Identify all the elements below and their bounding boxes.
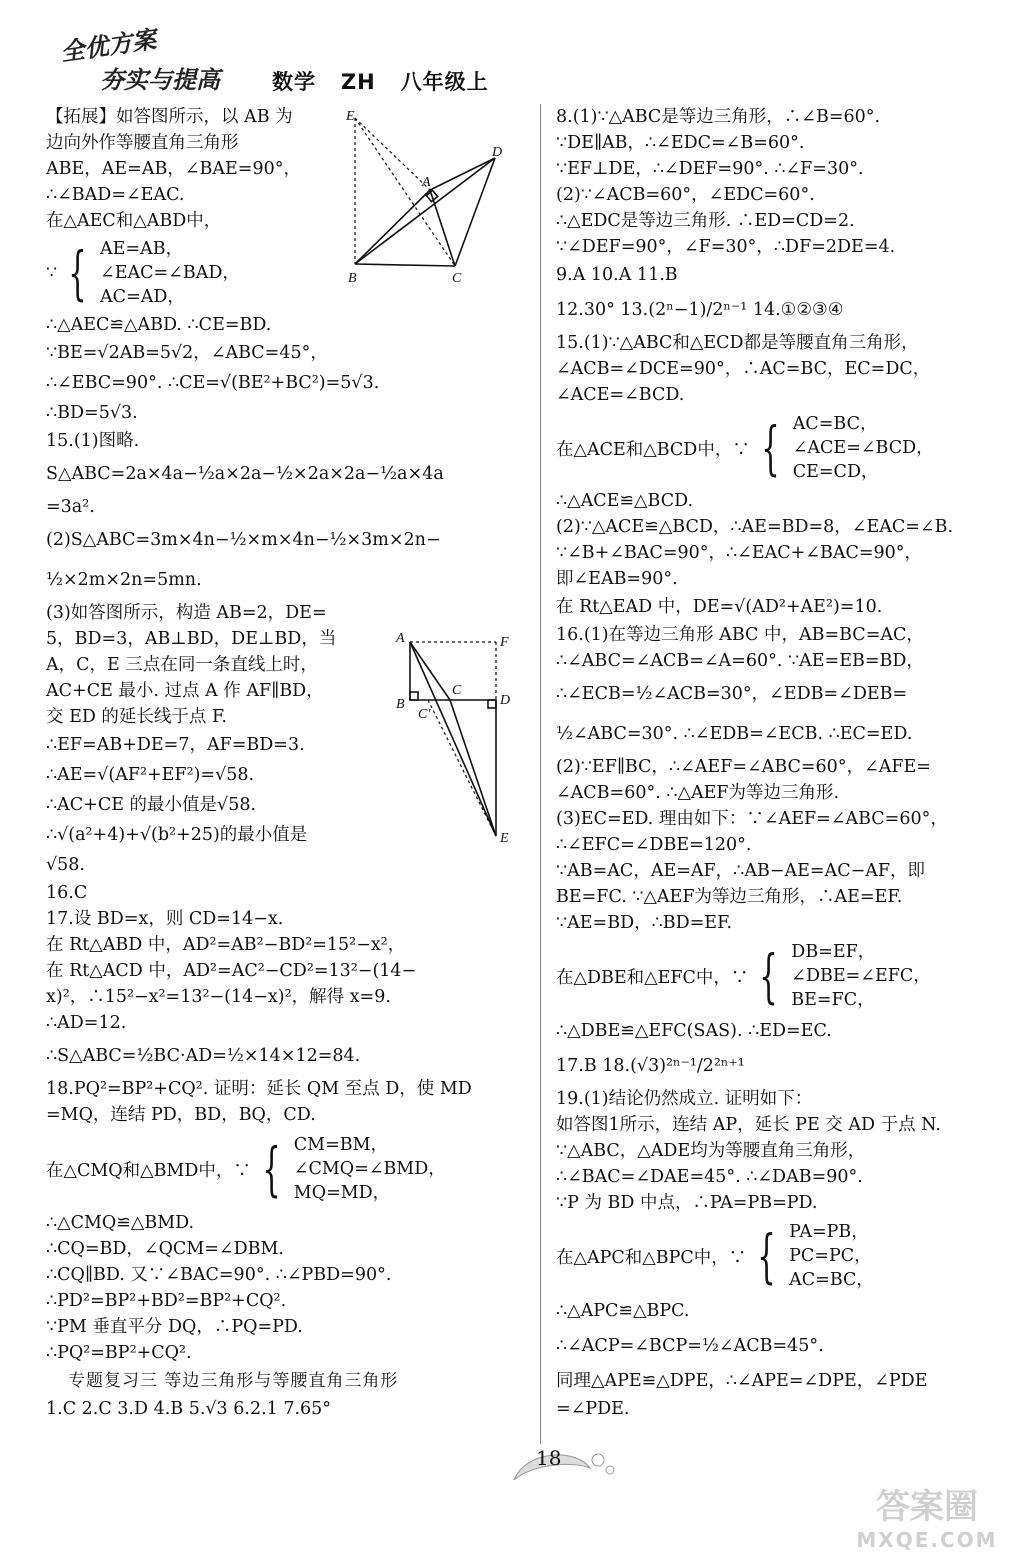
text-line: ABE，AE=AB，∠BAE=90°，: [46, 159, 301, 179]
segment-ce: [450, 700, 496, 836]
text-line: ∴△ACE≌△BCD.: [556, 491, 694, 511]
brace-symbol: {: [68, 239, 87, 307]
text-line: 16.(1)在等边三角形 ABC 中，AB=BC=AC，: [556, 625, 924, 645]
text-line: (2)S△ABC=3m×4n−½×m×4n−½×3m×2n−: [46, 530, 441, 550]
condition-brace: [556, 936, 1020, 1016]
text-line: ½∠ABC=30°. ∴∠EDB=∠ECB. ∴EC=ED.: [556, 724, 913, 744]
brace-line: AC=BC，: [789, 1270, 874, 1290]
text-line: ∵AE=BD，∴BD=EF.: [556, 913, 733, 933]
publisher-logo: [40, 22, 250, 96]
condition-brace: [46, 1128, 524, 1210]
text-line: (2)∵EF∥BC，∴∠AEF=∠ABC=60°，∠AFE=: [556, 757, 931, 777]
text-line: ∵△ABC，△ADE均为等腰直角三角形，: [556, 1141, 866, 1161]
text-line: ∴BD=5√3.: [46, 403, 138, 423]
point-label: A: [396, 631, 405, 646]
text-line: ∴AC+CE 的最小值是√58.: [46, 795, 257, 815]
watermark: [842, 1486, 1012, 1562]
condition-brace: [556, 408, 1020, 488]
text-line: 【拓展】如答图所示，以 AB 为: [46, 107, 293, 127]
text-line: ∵BE=√2AB=5√2，∠ABC=45°，: [46, 343, 328, 363]
brace-line: CE=CD，: [792, 462, 879, 482]
column-divider: [540, 104, 541, 1444]
segment-c-prime-e-dashed: [428, 700, 496, 836]
text-line: =MQ，连结 PD，BD，BQ，CD.: [46, 1105, 316, 1125]
logo-line2: 夯实与提高: [100, 66, 220, 94]
figure-triangles-1: [340, 108, 520, 288]
text-line: 如答图1所示，连结 AP，延长 PE 交 AD 于点 N.: [556, 1115, 941, 1135]
text-line: ∴√(a²+4)+√(b²+25)的最小值是: [46, 825, 308, 845]
text-line: 17.B 18.(√3)²ⁿ⁻¹/2²ⁿ⁺¹: [556, 1056, 745, 1076]
logo-line1: 全优方案: [58, 25, 158, 67]
text-line: 17.设 BD=x，则 CD=14−x.: [46, 909, 284, 929]
brace-line: AE=AB，: [100, 239, 184, 259]
because-symbol: ∵: [46, 263, 58, 283]
text-line: x)²，∴15²−x²=13²−(14−x)²，解得 x=9.: [46, 987, 391, 1007]
text-line: 5，BD=3，AB⊥BD，DE⊥BD，当: [46, 629, 337, 649]
text-line: 15.(1)图略.: [46, 431, 140, 451]
text-line: 交 ED 的延长线于点 F.: [46, 707, 227, 727]
text-line: (2)∵∠ACB=60°，∠EDC=60°.: [556, 185, 815, 205]
brace-line: AC=BC，: [792, 414, 878, 434]
condition-brace: [556, 1216, 1020, 1296]
text-line: ∴∠BAD=∠EAC.: [46, 185, 185, 205]
text-line: ∵EF⊥DE，∴∠DEF=90°. ∴∠F=30°.: [556, 159, 864, 179]
text-line: ∴AE=√(AF²+EF²)=√58.: [46, 765, 255, 785]
text-line: ∴CQ∥BD. 又∵∠BAC=90°. ∴∠PBD=90°.: [46, 1265, 392, 1285]
brace-symbol: {: [759, 942, 779, 1010]
brace-symbol: {: [761, 414, 780, 482]
text-line: ∴△CMQ≌△BMD.: [46, 1213, 195, 1233]
point-label: D: [492, 145, 503, 160]
text-line: ∴EF=AB+DE=7，AF=BD=3.: [46, 735, 305, 755]
point-label: A: [422, 175, 431, 190]
text-line: ∴△EDC是等边三角形. ∴ED=CD=2.: [556, 211, 855, 231]
brace-line: PC=PC，: [789, 1246, 872, 1266]
text-line: ∴S△ABC=½BC·AD=½×14×12=84.: [46, 1046, 361, 1066]
watermark-url: MXQE.COM: [856, 1528, 998, 1552]
text-line: ∴∠EBC=90°. ∴CE=√(BE²+BC²)=5√3.: [46, 373, 380, 393]
text-line: 同理△APE≌△DPE，∴∠APE=∠DPE，∠PDE: [556, 1371, 928, 1391]
section-title: 专题复习三 等边三角形与等腰直角三角形: [68, 1371, 399, 1391]
text-line: ∵∠DEF=90°，∠F=30°，∴DF=2DE=4.: [556, 237, 896, 257]
brace-lead-text: 在△CMQ和△BMD中，∵: [46, 1160, 251, 1181]
right-column: [556, 104, 1020, 1422]
text-line: ∴PD²=BP²+BD²=BP²+CQ².: [46, 1291, 287, 1311]
brace-line: ∠ACE=∠BCD，: [792, 438, 934, 458]
text-line: A，C，E 三点在同一条直线上时，: [46, 655, 318, 675]
point-label: B: [348, 271, 357, 286]
text-line: (3)EC=ED. 理由如下：∵∠AEF=∠ABC=60°，: [556, 809, 948, 829]
brace-line: ∠CMQ=∠BMD，: [293, 1159, 446, 1179]
brace-symbol: {: [262, 1135, 281, 1203]
text-line: ∴△AEC≌△ABD. ∴CE=BD.: [46, 315, 272, 335]
text-line: ∵PM 垂直平分 DQ，∴PQ=PD.: [46, 1317, 303, 1337]
watermark-text: 答案圈: [876, 1487, 978, 1527]
text-line: 边向外作等腰直角三角形: [46, 133, 239, 153]
text-line: 9.A 10.A 11.B: [556, 265, 678, 285]
brace-line: AC=AD，: [100, 287, 185, 307]
text-line: ∴CQ=BD，∠QCM=∠DBM.: [46, 1239, 284, 1259]
brace-line: DB=EF，: [791, 942, 876, 962]
text-line: 15.(1)∵△ABC和△ECD都是等腰直角三角形，: [556, 333, 919, 353]
text-line: 在 Rt△EAD 中，DE=√(AD²+AE²)=10.: [556, 597, 883, 617]
text-line: BE=FC. ∵△AEF为等边三角形，∴AE=EF.: [556, 887, 903, 907]
text-line: ∠ACE=∠BCD.: [556, 385, 685, 405]
text-line: 8.(1)∵△ABC是等边三角形，∴∠B=60°.: [556, 107, 881, 127]
text-line: (3)如答图所示，构造 AB=2，DE=: [46, 603, 327, 623]
page-number: 18: [536, 1446, 562, 1470]
brace-line: CM=BM，: [293, 1135, 389, 1155]
text-line: (2)∵△ACE≌△BCD，∴AE=BD=8，∠EAC=∠B.: [556, 517, 954, 537]
text-line: ∵P 为 BD 中点，∴PA=PB=PD.: [556, 1193, 818, 1213]
text-line: 16.C: [46, 883, 88, 903]
figure-shortest-path: [388, 628, 520, 848]
segment-bd: [355, 158, 495, 264]
text-line: ∵DE∥AB，∴∠EDC=∠B=60°.: [556, 133, 805, 153]
text-line: √58.: [46, 855, 85, 875]
point-label: C: [452, 683, 462, 698]
point-label: E: [346, 109, 355, 124]
text-line: ∴△DBE≌△EFC(SAS). ∴ED=EC.: [556, 1021, 832, 1041]
text-line: ∵AB=AC，AE=AF，∴AB−AE=AC−AF，即: [556, 861, 926, 881]
right-angle-mark: [488, 700, 496, 708]
text-line: 19.(1)结论仍然成立. 证明如下：: [556, 1089, 813, 1109]
text-line: S△ABC=2a×4a−½a×2a−½×2a×2a−½a×4a: [46, 464, 444, 484]
brace-symbol: {: [757, 1222, 776, 1290]
segment-ae: [410, 642, 496, 836]
point-label: C': [418, 707, 431, 722]
text-line: ∠ACB=60°. ∴△AEF为等边三角形.: [556, 783, 840, 803]
brace-line: BE=FC，: [791, 990, 875, 1010]
brace-line: PA=PB，: [789, 1222, 869, 1242]
brace-lead-text: 在△DBE和△EFC中，∵: [556, 967, 749, 988]
text-line: AC+CE 最小. 过点 A 作 AF∥BD，: [46, 681, 324, 701]
segment-ec-dashed: [355, 118, 455, 266]
text-line: ∴PQ²=BP²+CQ².: [46, 1343, 192, 1363]
text-line: =3a².: [46, 497, 95, 517]
page-header-title: 数学 ZH 八年级上: [272, 70, 489, 94]
text-line: ∴∠ECB=½∠ACB=30°，∠EDB=∠DEB=: [556, 684, 908, 704]
text-line: ∴∠ACP=∠BCP=½∠ACB=45°.: [556, 1336, 824, 1356]
text-line: 在△AEC和△ABD中，: [46, 211, 222, 231]
segment-bc: [355, 264, 455, 266]
point-label: C: [452, 271, 462, 286]
text-line: ∴AD=12.: [46, 1013, 127, 1033]
text-line: ∴∠ABC=∠ACB=∠A=60°. ∵AE=EB=BD，: [556, 651, 924, 671]
text-line: ∠ACB=∠DCE=90°，∴AC=BC，EC=DC，: [556, 359, 931, 379]
text-line: 12.30° 13.(2ⁿ−1)/2ⁿ⁻¹ 14.①②③④: [556, 300, 844, 320]
right-angle-mark: [410, 692, 418, 700]
text-line: =∠PDE.: [556, 1399, 630, 1419]
text-line: 在 Rt△ABD 中，AD²=AB²−BD²=15²−x²，: [46, 935, 406, 955]
text-line: ∴△APC≌△BPC.: [556, 1301, 690, 1321]
point-label: F: [500, 635, 509, 650]
text-line: ½×2m×2n=5mn.: [46, 570, 202, 590]
point-label: D: [500, 693, 511, 708]
brace-line: MQ=MD，: [293, 1183, 391, 1203]
brace-line: ∠EAC=∠BAD，: [100, 263, 240, 283]
brace-lead-text: 在△APC和△BPC中，∵: [556, 1247, 747, 1268]
point-label: E: [500, 831, 509, 846]
brace-lead-text: 在△ACE和△BCD中，∵: [556, 439, 750, 460]
flower-icon: [606, 1466, 614, 1474]
text-line: ∴∠BAC=∠DAE=45°. ∴∠DAB=90°.: [556, 1167, 863, 1187]
text-line: 1.C 2.C 3.D 4.B 5.√3 6.2.1 7.65°: [46, 1399, 332, 1419]
text-line: 在 Rt△ACD 中，AD²=AC²−CD²=13²−(14−: [46, 961, 417, 981]
text-line: 即∠EAB=90°.: [556, 569, 678, 589]
flower-icon: [592, 1454, 604, 1466]
segment-ea-dashed: [355, 118, 430, 190]
segment-ac: [430, 190, 455, 266]
brace-line: ∠DBE=∠EFC，: [791, 966, 931, 986]
point-label: B: [396, 697, 405, 712]
text-line: 18.PQ²=BP²+CQ². 证明：延长 QM 至点 D，使 MD: [46, 1079, 472, 1099]
segment-ba: [355, 190, 430, 264]
page-number-ornament: [506, 1440, 626, 1496]
text-line: ∴∠EFC=∠DBE=120°.: [556, 835, 752, 855]
text-line: ∵∠B+∠BAC=90°，∴∠EAC+∠BAC=90°，: [556, 543, 923, 563]
